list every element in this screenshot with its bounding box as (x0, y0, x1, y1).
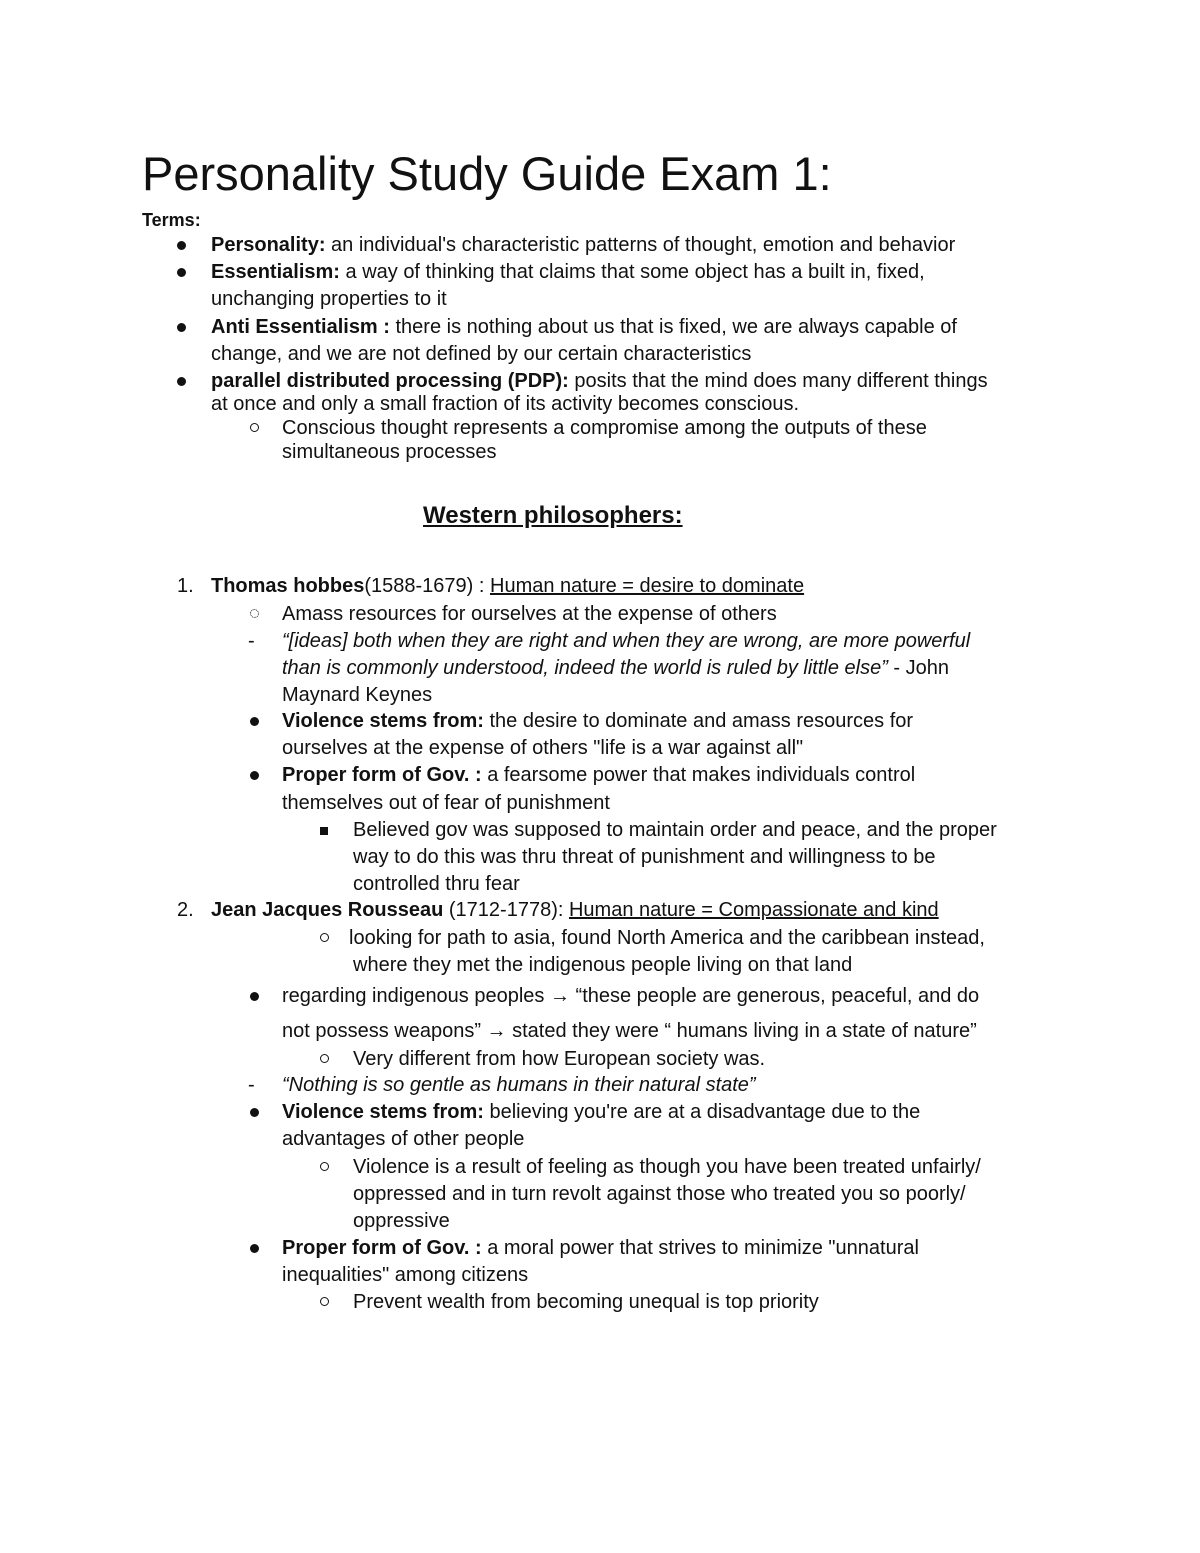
gov-label: Proper form of Gov. : (282, 1237, 482, 1259)
circle-bullet-icon (320, 1054, 329, 1063)
rousseau-sub-explorers-cont: where they met the indigenous people living on that land (353, 954, 853, 976)
terms-label: Terms: (142, 210, 201, 230)
hobbes-gov-sub: Believed gov was supposed to maintain order and peace, and the proper (353, 819, 997, 841)
list-number: 2. (177, 899, 194, 921)
violence-text: believing you're are at a disadvantage due to the (483, 1101, 921, 1123)
bullet-icon (250, 1244, 259, 1253)
hobbes-gov-sub-cont: controlled thru fear (353, 873, 520, 895)
hobbes-violence (282, 708, 913, 734)
hobbes-gov (282, 762, 915, 788)
quote-text: than is commonly understood, indeed the world is ruled by little else” (282, 657, 888, 679)
rousseau-violence-sub-cont: oppressed and in turn revolt against those who treated you so poorly/ (353, 1183, 966, 1205)
rousseau-indigenous-sub: Very different from how European society was. (353, 1048, 766, 1070)
term-label: parallel distributed processing (PDP): (211, 370, 569, 392)
term-anti-essentialism (211, 314, 957, 340)
quote-attribution: - John (887, 657, 950, 679)
bullet-icon (250, 992, 259, 1001)
bullet-icon (177, 268, 186, 277)
term-label: Essentialism: (211, 261, 340, 283)
hobbes-violence-cont: ourselves at the expense of others "life is a war against all" (282, 737, 804, 759)
hobbes-gov-sub-cont: way to do this was thru threat of punishment and willingness to be (353, 846, 936, 868)
section-heading: Western philosophers: (423, 502, 683, 529)
bullet-icon (250, 771, 259, 780)
rousseau-sub-explorers: looking for path to asia, found North America and the caribbean instead, (349, 927, 985, 949)
bullet-icon (250, 1108, 259, 1117)
rousseau-quote: “Nothing is so gentle as humans in their natural state” (282, 1074, 756, 1096)
gov-text: a fearsome power that makes individuals control (481, 764, 916, 786)
gov-label: Proper form of Gov. : (282, 764, 482, 786)
hobbes-sub-resources: Amass resources for ourselves at the expense of others (282, 603, 777, 625)
term-definition: an individual's characteristic patterns of thought, emotion and behavior (325, 234, 956, 256)
bullet-icon (177, 323, 186, 332)
dash-bullet: - (248, 1074, 255, 1096)
human-nature: Human nature = Compassionate and kind (568, 899, 939, 921)
keynes-quote-cont (282, 655, 949, 681)
philosopher-name: Thomas hobbes (211, 575, 365, 597)
gov-text: a moral power that strives to minimize "unnatural (481, 1237, 919, 1259)
page-title: Personality Study Guide Exam 1: (142, 147, 832, 200)
rousseau-gov (282, 1235, 919, 1261)
term-essentialism (211, 259, 925, 285)
term-definition-cont: at once and only a small fraction of its activity becomes conscious. (211, 393, 800, 415)
circle-bullet-icon (320, 933, 329, 942)
circle-bullet-icon (320, 1162, 329, 1171)
philosopher-years: (1712-1778): (443, 899, 569, 921)
term-definition-cont: unchanging properties to it (211, 288, 447, 310)
rousseau-indigenous: regarding indigenous peoples → “these people are generous, peaceful, and do (282, 985, 980, 1007)
term-label: Anti Essentialism : (211, 316, 390, 338)
violence-label: Violence stems from: (282, 710, 484, 732)
hobbes-gov-cont: themselves out of fear of punishment (282, 792, 610, 814)
bullet-icon (250, 717, 259, 726)
bullet-icon (177, 377, 186, 386)
circle-bullet-icon (320, 1297, 329, 1306)
circle-bullet-icon (250, 423, 259, 432)
human-nature: Human nature = desire to dominate (490, 575, 805, 597)
rousseau-violence (282, 1099, 920, 1125)
philosopher-name: Jean Jacques Rousseau (211, 899, 444, 921)
term-personality (211, 232, 955, 258)
rousseau-gov-cont: inequalities" among citizens (282, 1264, 529, 1286)
term-definition-cont: change, and we are not defined by our certain characteristics (211, 343, 752, 365)
dash-bullet: - (248, 630, 255, 652)
circle-bullet-icon (250, 609, 259, 618)
rousseau-violence-sub-cont: oppressive (353, 1210, 450, 1232)
rousseau-heading (211, 897, 939, 923)
square-bullet-icon (320, 827, 328, 835)
term-definition: posits that the mind does many different things (568, 370, 988, 392)
violence-text: the desire to dominate and amass resources for (483, 710, 914, 732)
term-label: Personality: (211, 234, 326, 256)
rousseau-violence-cont: advantages of other people (282, 1128, 525, 1150)
term-definition: there is nothing about us that is fixed, we are always capable of (389, 316, 957, 338)
hobbes-heading (211, 573, 804, 599)
rousseau-violence-sub: Violence is a result of feeling as though you have been treated unfairly/ (353, 1156, 981, 1178)
term-pdp-sub-cont: simultaneous processes (282, 441, 497, 463)
rousseau-gov-sub: Prevent wealth from becoming unequal is top priority (353, 1291, 819, 1313)
philosopher-years: (1588-1679) : (364, 575, 490, 597)
violence-label: Violence stems from: (282, 1101, 484, 1123)
term-definition: a way of thinking that claims that some object has a built in, fixed, (339, 261, 925, 283)
rousseau-indigenous-cont: not possess weapons” → stated they were “ humans living in a state of nature” (282, 1020, 977, 1042)
keynes-quote: “[ideas] both when they are right and when they are wrong, are more powerful (282, 630, 971, 652)
list-number: 1. (177, 575, 194, 597)
quote-attribution-cont: Maynard Keynes (282, 684, 433, 706)
bullet-icon (177, 241, 186, 250)
term-pdp-sub: Conscious thought represents a compromise among the outputs of these (282, 417, 927, 439)
